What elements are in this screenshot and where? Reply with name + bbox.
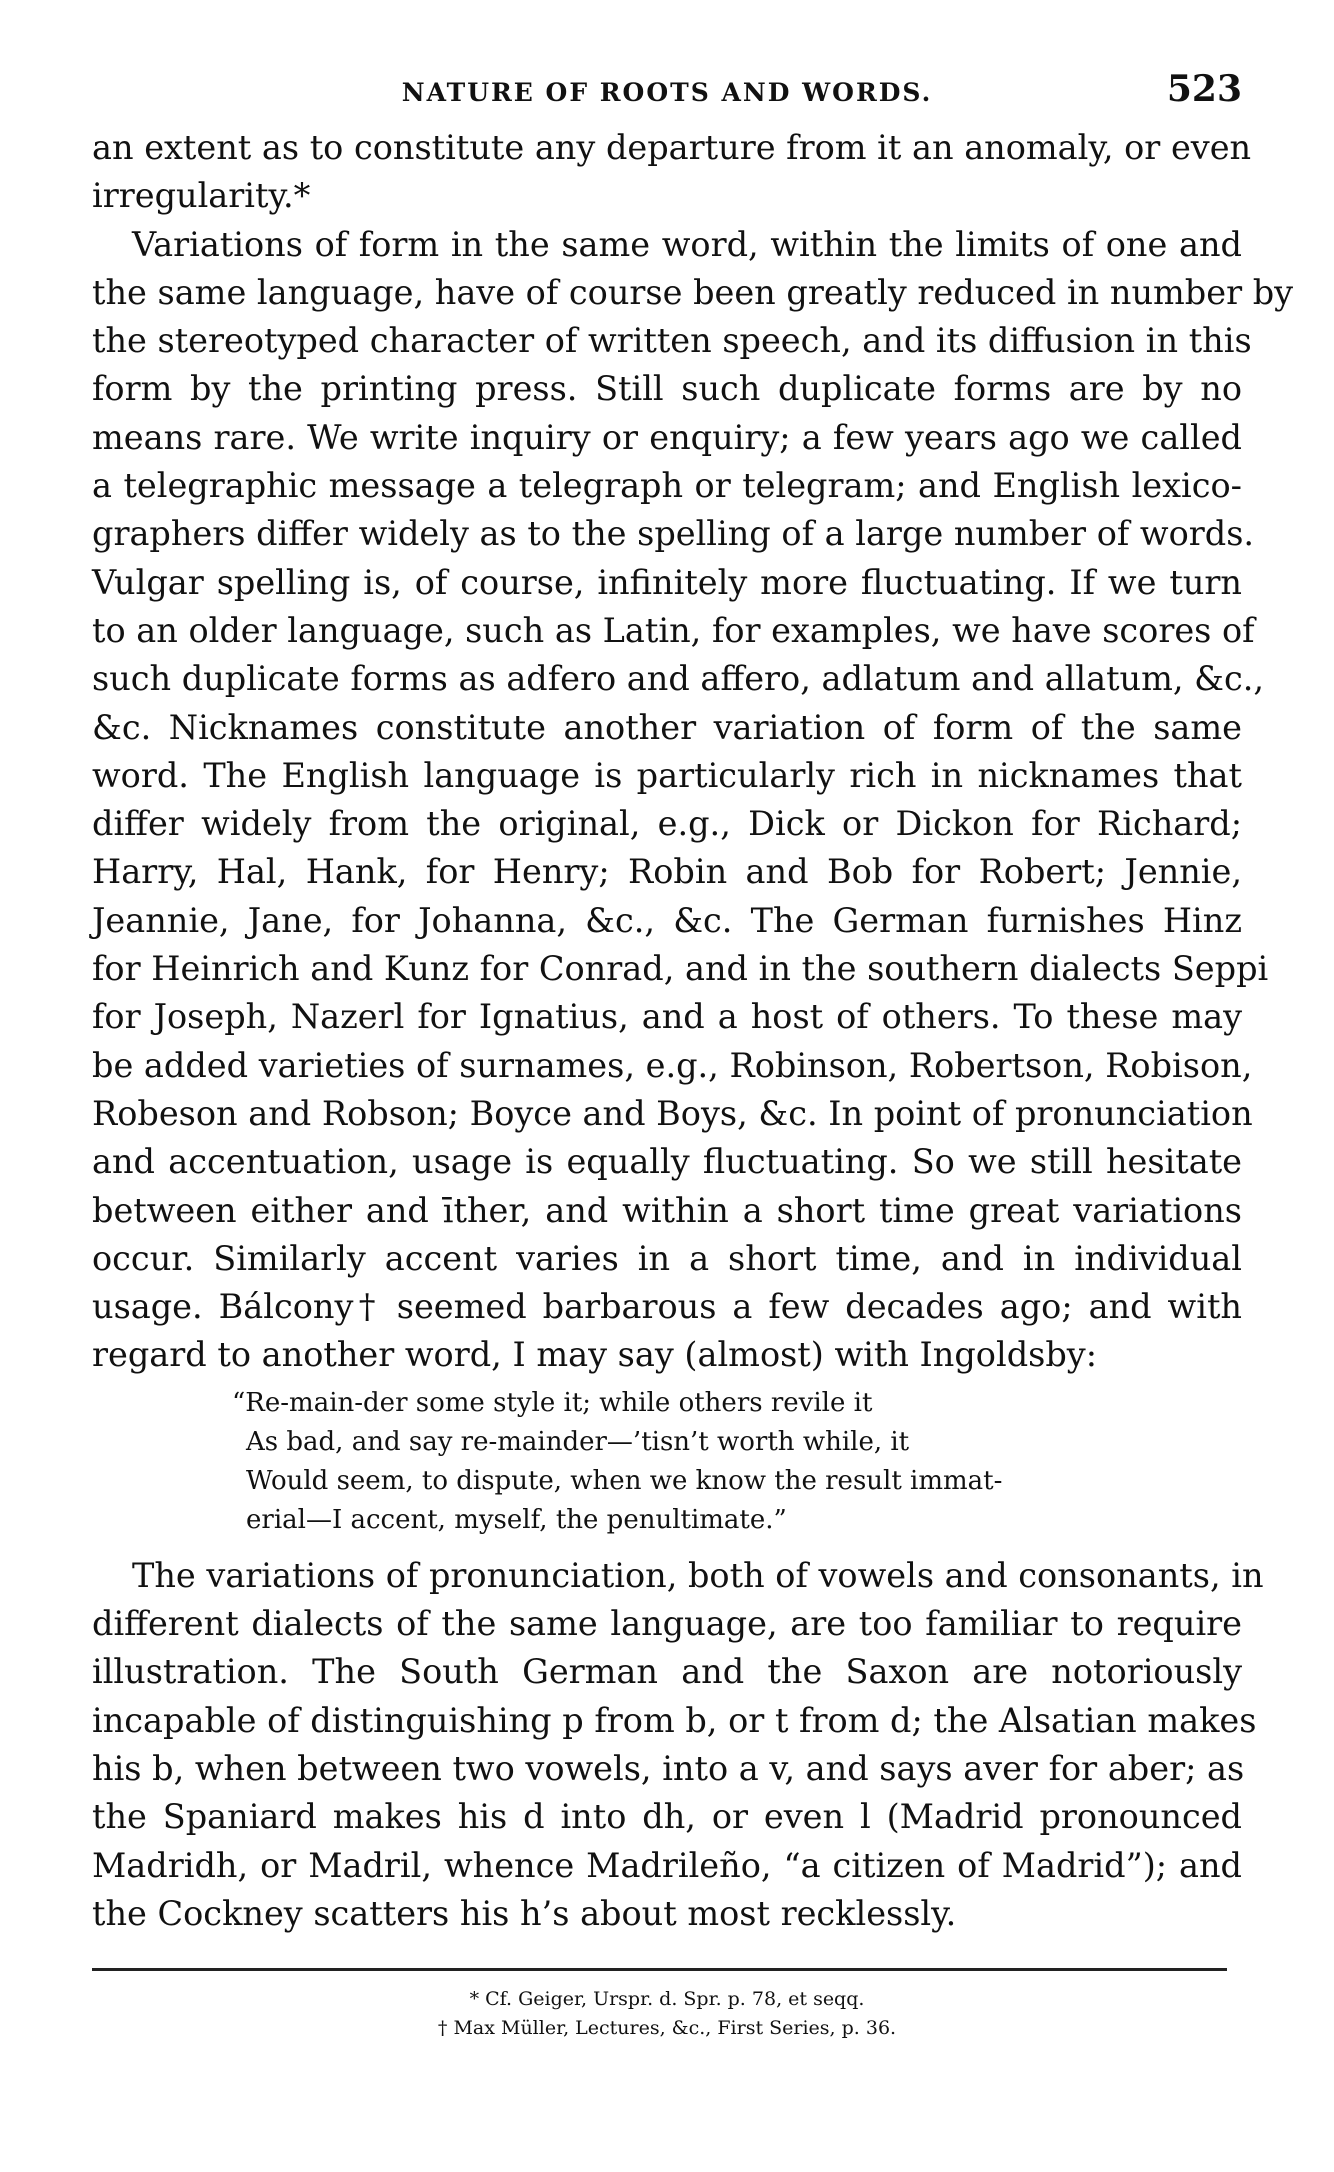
body-line: his b, when between two vowels, into a v, and says aver for aber; as [92, 1748, 1245, 1788]
body-line: word. The English language is particularly rich in nicknames that [92, 755, 1242, 795]
footnotes [92, 1985, 1242, 2043]
body-line: the Cockney scatters his h’s about most recklessly. [92, 1893, 957, 1933]
quote-line: Would seem, to dispute, when we know the result immat- [246, 1465, 1003, 1496]
body-line: an extent as to constitute any departure from it an anomaly, or even [92, 128, 1252, 167]
body-line: regard to another word, I may say (almost) with Ingoldsby: [92, 1335, 1097, 1375]
body-line: occur. Similarly accent varies in a short time, and in individual [92, 1238, 1242, 1278]
body-line: a telegraphic message a telegraph or telegram; and English lexico- [92, 466, 1242, 506]
body-line: form by the printing press. Still such duplicate forms are by no [92, 369, 1242, 409]
body-line: the stereotyped character of written speech, and its diffusion in this [92, 321, 1252, 361]
body-line: incapable of distinguishing p from b, or t from d; the Alsatian makes [92, 1700, 1257, 1740]
page-header [92, 68, 1242, 124]
body-line: Variations of form in the same word, within the limits of one and [132, 224, 1242, 264]
body-line: such duplicate forms as adfero and affero, adlatum and allatum, &c., [92, 659, 1265, 699]
page-number: 523 [1166, 68, 1242, 110]
body-line: graphers differ widely as to the spelling of a large number of words. [92, 514, 1255, 554]
body-line: The variations of pronunciation, both of vowels and consonants, in [132, 1555, 1264, 1595]
body-line: for Joseph, Nazerl for Ignatius, and a host of others. To these may [92, 997, 1242, 1037]
body-line: means rare. We write inquiry or enquiry; a few years ago we called [92, 417, 1242, 457]
body-line: Robeson and Robson; Boyce and Boys, &c. In point of pronunciation [92, 1093, 1253, 1133]
body-line: Jeannie, Jane, for Johanna, &c., &c. The German furnishes Hinz [92, 900, 1242, 940]
body-line: usage. Bálcony† seemed barbarous a few decades ago; and with [92, 1287, 1242, 1327]
body-line: different dialects of the same language, are too familiar to require [92, 1604, 1242, 1644]
body-line: and accentuation, usage is equally fluctuating. So we still hesitate [92, 1142, 1242, 1182]
quote-line: “Re-main-der some style it; while others revile it [232, 1387, 873, 1418]
body-text-continued [92, 1552, 1264, 1938]
body-line: differ widely from the original, e.g., Dick or Dickon for Richard; [92, 804, 1242, 844]
body-line: the Spaniard makes his d into dh, or even l (Madrid pronounced [92, 1797, 1242, 1837]
quote-line: As bad, and say re-mainder—’tisn’t worth while, it [246, 1426, 910, 1457]
body-text [92, 124, 1294, 1380]
body-line: between either and īther, and within a short time great variations [92, 1190, 1242, 1230]
body-line: &c. Nicknames constitute another variation of form of the same [92, 707, 1242, 747]
body-line: Madridh, or Madril, whence Madrileño, “a citizen of Madrid”); and [92, 1845, 1242, 1885]
body-line: illustration. The South German and the Saxon are notoriously [92, 1652, 1242, 1692]
body-line: Vulgar spelling is, of course, infinitely more fluctuating. If we turn [92, 562, 1242, 602]
body-line: the same language, have of course been greatly reduced in number by [92, 272, 1294, 312]
body-line: Harry, Hal, Hank, for Henry; Robin and Bob for Robert; Jennie, [92, 852, 1242, 892]
footnote: † Max Müller, Lectures, &c., First Series, p. 36. [437, 2017, 897, 2040]
quote-line: erial—I accent, myself, the penultimate.” [246, 1504, 787, 1535]
body-line: for Heinrich and Kunz for Conrad, and in the southern dialects Seppi [92, 949, 1269, 989]
footnote: * Cf. Geiger, Urspr. d. Spr. p. 78, et seqq. [469, 1988, 865, 2011]
running-head: NATURE OF ROOTS AND WORDS. [401, 78, 933, 107]
verse-quotation [232, 1384, 1142, 1540]
page [92, 68, 1294, 2043]
body-line: irregularity.* [92, 176, 311, 216]
body-line: to an older language, such as Latin, for examples, we have scores of [92, 610, 1255, 650]
footnote-divider [92, 1968, 1227, 1971]
body-line: be added varieties of surnames, e.g., Robinson, Robertson, Robison, [92, 1045, 1253, 1085]
